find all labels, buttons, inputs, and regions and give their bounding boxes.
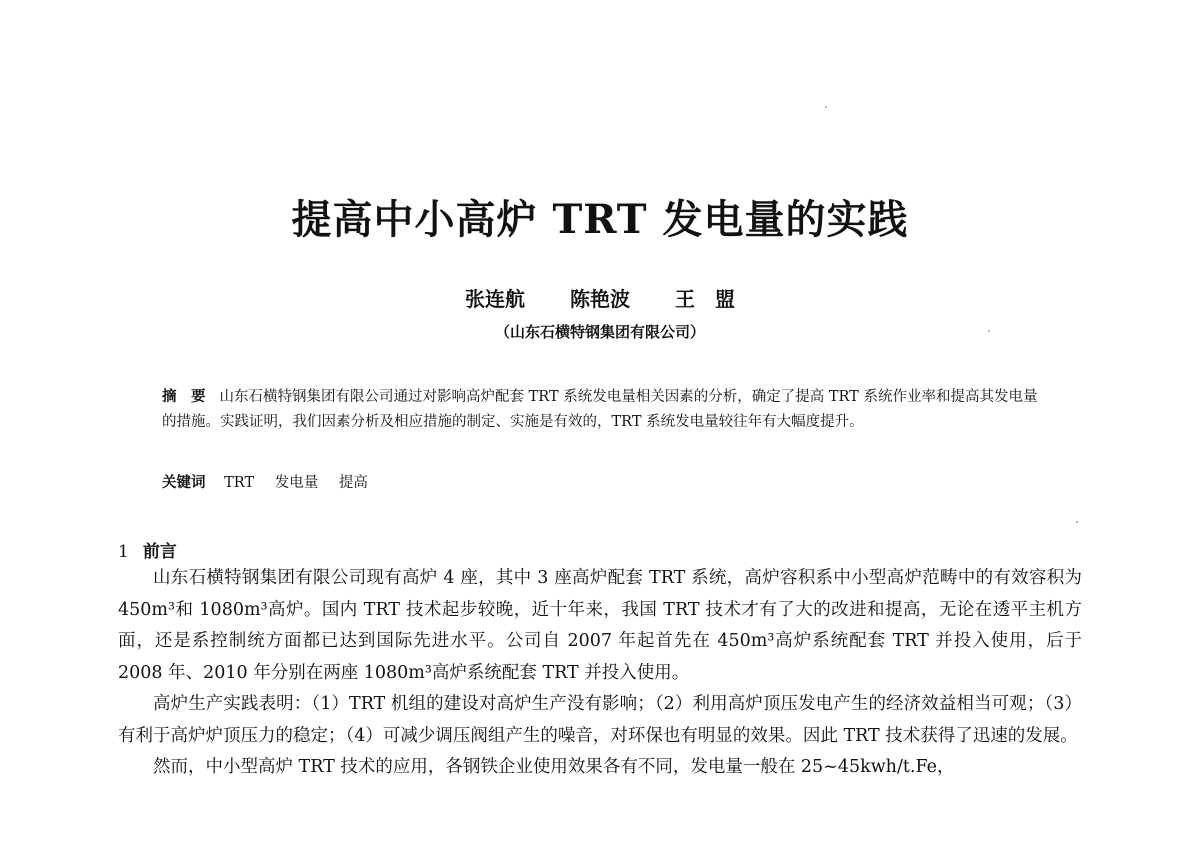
- author-name: 张连航: [465, 287, 526, 311]
- keyword: 发电量: [274, 475, 319, 491]
- paper-title: 提高中小高炉 TRT 发电量的实践: [291, 196, 909, 243]
- paragraph: 高炉生产实践表明：（1）TRT 机组的建设对高炉生产没有影响；（2）利用高炉顶压发电产生的经济效益相当可观；（3）有利于高炉炉顶压力的稳定；（4）可减少调压阀组产生的噪音，对环保也有明显的效果。因此 TRT 技术获得了迅速的发展。: [118, 694, 1082, 746]
- keyword: TRT: [224, 475, 255, 491]
- keywords: [162, 471, 1042, 492]
- abstract-label: 摘 要: [162, 388, 206, 405]
- affiliation: （山东石横特钢集团有限公司）: [494, 323, 705, 341]
- body-text: [118, 563, 1082, 784]
- abstract: [162, 384, 1042, 435]
- scan-speck: [1076, 521, 1078, 523]
- scan-speck: [825, 106, 827, 108]
- author-name: 王 盟: [674, 287, 735, 311]
- paragraph: 然而，中小型高炉 TRT 技术的应用，各钢铁企业使用效果各有不同，发电量一般在 25~45kwh/t.Fe，: [153, 757, 955, 777]
- section-number: 1: [118, 542, 129, 562]
- keyword: 提高: [338, 475, 368, 491]
- section-title: 前言: [142, 542, 177, 562]
- author-name: 陈艳波: [570, 287, 630, 311]
- paragraph: 山东石横特钢集团有限公司现有高炉 4 座，其中 3 座高炉配套 TRT 系统，高炉容积系中小型高炉范畴中的有效容积为 450m³和 1080m³高炉。国内 TRT 技术起步较晚，近十年来，我国 TRT 技术才有了大的改进和提高，无论在透平主机方面，还是系控制统方面都已达到国际先进水平。公司自 2007 年起首先在 450m³高炉系统配套 TRT 并投入使用，后于 2008 年、2010 年分别在两座 1080m³高炉系统配套 TRT 并投入使用。: [118, 568, 1082, 683]
- section-heading: [118, 537, 177, 562]
- author-list: [0, 283, 1200, 312]
- abstract-text: 山东石横特钢集团有限公司通过对影响高炉配套 TRT 系统发电量相关因素的分析，确定了提高 TRT 系统作业率和提高其发电量的措施。实践证明，我们因素分析及相应措施的制定、实施是有效的，TRT 系统发电量较往年有大幅度提升。: [162, 389, 1038, 430]
- keywords-label: 关键词: [162, 474, 206, 491]
- scan-speck: [988, 330, 990, 332]
